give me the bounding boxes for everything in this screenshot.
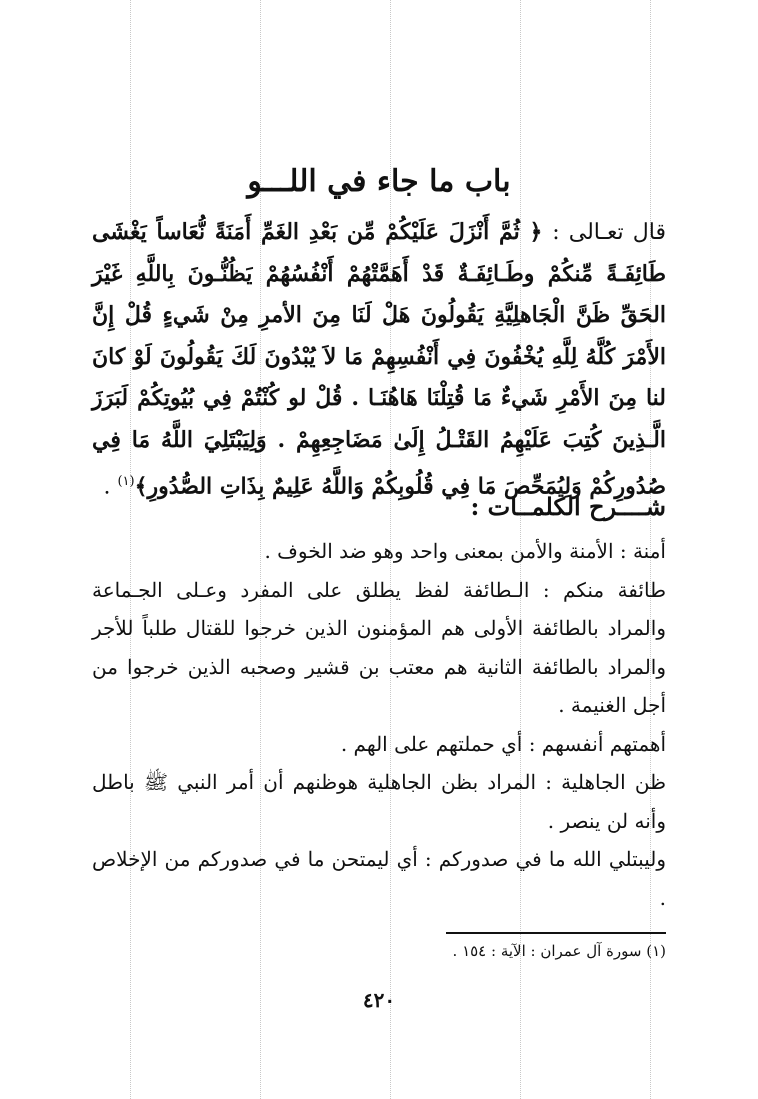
verse-text: ﴿ ثُمَّ أَنْزَلَ عَلَيْكُمْ مِّن بَعْدِ الغَمِّ أَمَنَةً نُّعَاساً يَغْشَى طَائِفَـةً مِّنكُمْ وطَـائِفَـةٌ قَدْ أَهَمَّتْهُمْ أَنْفُسُهُمْ يَظُنُّـونَ بِاللَّهِ غَيْرَ الحَقِّ ظَنَّ الْجَاهلِيَّةِ يَقُولُونَ هَلْ لَنَا مِنَ الأمرِ مِنْ شَيءٍ قُلْ إِنَّ الأَمْرَ كُلَّهُ لِلَّهِ يُخْفُونَ فِي أَنْفُسِهِمْ مَا لاَ يُبْدُونَ لَكَ يَقُولُونَ لَوْ كانَ لنا مِنَ الأَمْرِ شَيءٌ مَا قُتِلْنَا هَاهُنَـا . قُلْ لو كُنْتُمْ فِي بُيُوتِكُمْ لَبَرَزَ الَّـذِينَ كُتِبَ عَلَيْهِمُ القَتْـلُ إِلَىٰ مَضَاجِعِهِمْ . وَلِيَبْتَلِيَ اللَّهُ مَا فِي صُدُورِكُمْ وَلِيُمَحِّصَ مَا فِي قُلُوبِكُمْ وَاللَّهُ عَلِيمٌ بِذَاتِ الصُّدُورِ﴾ [92, 219, 666, 500]
footnote-reference: (١) [117, 474, 135, 489]
footnote-divider [446, 932, 666, 934]
vocabulary-list [92, 532, 666, 917]
verse-intro: قال تعـالى : [552, 220, 666, 245]
section-heading: شــــرح الكلمــات : [470, 492, 666, 521]
verse-end-punctuation: . [103, 474, 118, 500]
quran-verse-block [92, 212, 666, 508]
chapter-title: باب ما جاء في اللـــو [247, 164, 511, 199]
book-page [92, 0, 666, 1099]
page-number: ٤٢٠ [362, 988, 396, 1012]
vocabulary-entry: ظن الجاهلية : المراد بظن الجاهلية هوظنهم أن أمر النبي ﷺ باطل وأنه لن ينصر . [92, 770, 666, 833]
vocabulary-entry: أمنة : الأمنة والأمن بمعنى واحد وهو ضد الخوف . [264, 539, 666, 563]
vocabulary-entry: أهمتهم أنفسهم : أي حملتهم على الهم . [340, 731, 666, 756]
footnote: (١) سورة آل عمران : الآية : ١٥٤ . [452, 942, 666, 960]
vocabulary-entry: وليبتلي الله ما في صدوركم : أي ليمتحن ما في صدوركم من الإخلاص . [92, 847, 666, 910]
vocabulary-entry: طائفة منكم : الـطائفة لفظ يطلق على المفرد وعـلى الجـماعة والمراد بالطائفة الأولى هم المؤمنون الذين خرجوا للقتال طلباً للأجر والمراد بالطائفة الثانية هم معتب بن قشير وصحبه الذين خرجوا من أجل الغنيمة . [92, 577, 666, 717]
